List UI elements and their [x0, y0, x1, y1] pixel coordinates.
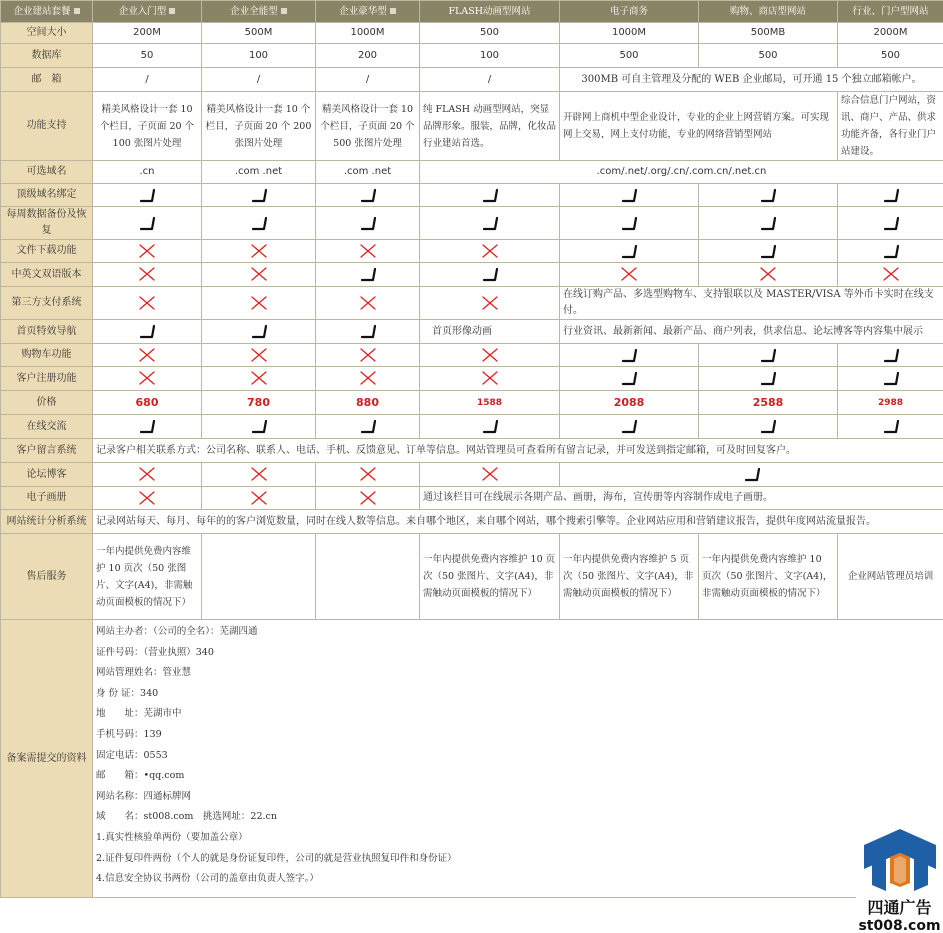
cell: 200M [93, 23, 202, 44]
row-service [1, 534, 943, 620]
row-label: 首页特效导航 [1, 320, 93, 344]
cross-icon [137, 490, 157, 506]
row-album [1, 487, 943, 510]
cross-icon [480, 295, 500, 311]
cell: 一年内提供免费内容维护 10 页次（50 张图片、文字(A4)，非需触动页面模板的情况下） [420, 534, 560, 620]
header-basic [93, 1, 202, 23]
header-label: 企业豪华型 [339, 5, 387, 17]
mark-cell [560, 263, 699, 287]
cross-icon [249, 347, 269, 363]
check-icon [619, 347, 639, 363]
cell: 500MB [699, 23, 838, 44]
check-icon [619, 370, 639, 386]
cross-icon [758, 266, 778, 282]
mark-cell [420, 287, 560, 320]
mark-cell [560, 207, 699, 240]
row-func [1, 92, 943, 161]
cross-icon [137, 243, 157, 259]
check-icon [619, 243, 639, 259]
mark-cell [420, 463, 560, 487]
header-label: 企业全能型 [230, 5, 278, 17]
mark-cell [316, 184, 420, 207]
mark-cell [202, 184, 316, 207]
cross-icon [881, 266, 901, 282]
cross-icon [137, 466, 157, 482]
mark-cell [560, 415, 699, 439]
row-label: 可选域名 [1, 161, 93, 184]
check-icon [480, 266, 500, 282]
row-bilingual [1, 263, 943, 287]
cell: / [93, 68, 202, 92]
mark-cell [93, 320, 202, 344]
header-flash: FLASH动画型网站 [420, 1, 560, 23]
check-icon [881, 243, 901, 259]
mark-cell [316, 287, 420, 320]
price-value: 680 [93, 391, 202, 415]
merged-cell: 开辟网上商机中型企业设计，专业的企业上网营销方案。可实现网上交易，网上支付功能，专业的网络营销型网站 [560, 92, 838, 161]
cell: 50 [93, 44, 202, 68]
mark-cell [316, 487, 420, 510]
cell: 500 [420, 23, 560, 44]
cross-icon [137, 295, 157, 311]
row-cart [1, 344, 943, 367]
mark-cell [316, 263, 420, 287]
cross-icon [358, 347, 378, 363]
mark-cell [202, 344, 316, 367]
cross-icon [358, 490, 378, 506]
check-icon [758, 418, 778, 434]
check-icon [881, 370, 901, 386]
header-label: 企业入门型 [118, 5, 167, 17]
mark-cell [560, 344, 699, 367]
mark-cell [699, 263, 838, 287]
cell: 2000M [838, 23, 943, 44]
reg-line: 手机号码：139 [96, 728, 162, 740]
row-label: 价格 [1, 391, 93, 415]
mark-cell [420, 240, 560, 263]
cell: 精美风格设计一套 10 个栏目，子页面 20 个 100 张图片处理 [93, 92, 202, 161]
check-icon [758, 187, 778, 203]
reg-line: 固定电话：0553 [96, 749, 168, 761]
mark-cell [93, 240, 202, 263]
row-label: 购物车功能 [1, 344, 93, 367]
merged-cell: 在线订购产品、多选型购物车、支持银联以及 MASTER/VISA 等外币卡实时在线支付。 [560, 287, 943, 320]
mark-cell [93, 207, 202, 240]
mark-cell [699, 207, 838, 240]
header-corner [1, 1, 93, 23]
price-value: 2588 [699, 391, 838, 415]
merged-cell: 记录客户相关联系方式：公司名称、联系人、电话、手机、反馈意见、订单等信息。网站管理员可查看所有留言记录，并可发送到指定邮箱，可及时回复客户。 [93, 439, 943, 463]
mark-cell [316, 367, 420, 391]
mark-cell [699, 240, 838, 263]
row-label: 空间大小 [1, 23, 93, 44]
brand-logo [856, 825, 943, 933]
check-icon [137, 323, 157, 339]
merged-cell: 通过该栏目可在线展示各期产品、画册，海布，宣传册等内容制作成电子画册。 [420, 487, 943, 510]
cell: 首页形像动画 [420, 320, 560, 344]
logo-url: st008.com [858, 918, 941, 933]
cell: 一年内提供免费内容维护 10 页次（50 张图片、文字(A4)，非需触动页面模板的情况下） [93, 534, 202, 620]
mark-cell [93, 415, 202, 439]
cell: 企业网站管理员培训 [838, 534, 943, 620]
mark-cell [420, 207, 560, 240]
check-icon [758, 370, 778, 386]
mark-cell [699, 367, 838, 391]
mark-cell [316, 320, 420, 344]
row-download [1, 240, 943, 263]
check-icon [358, 187, 378, 203]
reg-line: 域 名：st008.com 挑选网址：22.cn [96, 811, 277, 823]
row-backup [1, 207, 943, 240]
check-icon [758, 215, 778, 231]
header-label: 企业建站套餐 [13, 5, 71, 17]
check-icon [249, 215, 269, 231]
cell: 100 [420, 44, 560, 68]
mark-cell [93, 263, 202, 287]
header-luxury [316, 1, 420, 23]
mark-cell [316, 240, 420, 263]
cross-icon [358, 295, 378, 311]
row-msg [1, 439, 943, 463]
cross-icon [137, 370, 157, 386]
logo-mark-icon [856, 825, 943, 895]
price-value: 780 [202, 391, 316, 415]
mark-cell [420, 263, 560, 287]
row-price [1, 391, 943, 415]
cross-icon [480, 466, 500, 482]
price-value: 2088 [560, 391, 699, 415]
cross-icon [249, 266, 269, 282]
check-icon [137, 215, 157, 231]
check-icon [881, 347, 901, 363]
row-pay [1, 287, 943, 320]
cell: / [420, 68, 560, 92]
header-ecom: 电子商务 [560, 1, 699, 23]
header-portal: 行业、门户型网站 [838, 1, 943, 23]
mark-cell [560, 367, 699, 391]
check-icon [619, 187, 639, 203]
cross-icon [249, 466, 269, 482]
mark-cell [202, 415, 316, 439]
reg-line: 网站主办者：（公司的全名）：芜湖四通 [96, 626, 258, 637]
merged-cell: 300MB 可自主管理及分配的 WEB 企业邮局，可开通 15 个独立邮箱帐户。 [560, 68, 943, 92]
mark-cell [838, 415, 943, 439]
reg-line: 证件号码：（营业执照）340 [96, 646, 214, 658]
mark-cell [560, 463, 943, 487]
mark-cell [202, 287, 316, 320]
mark-cell [316, 344, 420, 367]
cell: 100 [202, 44, 316, 68]
cross-icon [249, 295, 269, 311]
mark-cell [93, 367, 202, 391]
cell: .cn [93, 161, 202, 184]
check-icon [480, 215, 500, 231]
cell: / [316, 68, 420, 92]
check-icon [137, 418, 157, 434]
check-icon [758, 243, 778, 259]
cross-icon [358, 466, 378, 482]
mark-cell [838, 344, 943, 367]
mark-cell [420, 415, 560, 439]
mark-cell [560, 184, 699, 207]
cross-icon [619, 266, 639, 282]
cross-icon [137, 347, 157, 363]
check-icon [619, 215, 639, 231]
cell: 1000M [560, 23, 699, 44]
merged-cell: 记录网站每天、每月、每年的的客户浏览数量，同时在线人数等信息。来自哪个地区，来自哪个网站，哪个搜索引擎等。企业网站应用和营销建议报告，提供年度网站流量报告。 [93, 510, 943, 534]
cross-icon [249, 243, 269, 259]
cross-icon [480, 347, 500, 363]
row-label: 中英文双语版本 [1, 263, 93, 287]
row-top [1, 184, 943, 207]
cell: .com .net [316, 161, 420, 184]
mark-cell [202, 240, 316, 263]
check-icon [137, 187, 157, 203]
cell: .com .net [202, 161, 316, 184]
price-value: 2988 [838, 391, 943, 415]
row-nav [1, 320, 943, 344]
header-row [1, 1, 943, 23]
cross-icon [480, 370, 500, 386]
mark-cell [838, 263, 943, 287]
cell: 500 [560, 44, 699, 68]
row-label: 数据库 [1, 44, 93, 68]
cell: 综合信息门户网站，资讯、商户、产品、供求功能齐备，各行业门户站建设。 [838, 92, 943, 161]
reg-line: 邮 箱：•qq.com [96, 770, 185, 782]
mark-cell [838, 367, 943, 391]
reg-line: 1.真实性核验单两份（要加盖公章） [96, 831, 248, 843]
row-label: 顶级域名绑定 [1, 184, 93, 207]
reg-line: 网站名称：四通标牌网 [96, 790, 192, 802]
mark-cell [93, 287, 202, 320]
check-icon [881, 418, 901, 434]
row-label: 每周数据备份及恢复 [1, 207, 93, 240]
reg-line: 4.信息安全协议书两份（公司的盖章由负责人签字。） [96, 873, 319, 885]
row-forum [1, 463, 943, 487]
square-icon [390, 8, 396, 14]
mark-cell [420, 184, 560, 207]
row-domain [1, 161, 943, 184]
cell: 500 [838, 44, 943, 68]
reg-line: 2.证件复印件两份（个人的就是身份证复印件，公司的就是营业执照复印件和身份证） [96, 852, 457, 864]
check-icon [358, 215, 378, 231]
row-label: 售后服务 [1, 534, 93, 620]
cell [316, 534, 420, 620]
check-icon [358, 323, 378, 339]
cell: 精美风格设计一套 10 个栏目，子页面 20 个 200 张图片处理 [202, 92, 316, 161]
row-label: 第三方支付系统 [1, 287, 93, 320]
mark-cell [202, 487, 316, 510]
check-icon [881, 187, 901, 203]
row-stats [1, 510, 943, 534]
row-label: 客户注册功能 [1, 367, 93, 391]
reg-line: 身 份 证：340 [96, 687, 159, 699]
row-label: 邮 箱 [1, 68, 93, 92]
cell: / [202, 68, 316, 92]
mark-cell [316, 463, 420, 487]
header-full [202, 1, 316, 23]
mark-cell [202, 367, 316, 391]
merged-cell: 行业资讯、最新新闻、最新产品、商户列表，供求信息、论坛博客等内容集中展示 [560, 320, 943, 344]
mark-cell [316, 207, 420, 240]
square-icon [169, 8, 175, 14]
check-icon [358, 418, 378, 434]
merged-cell: .com/.net/.org/.cn/.com.cn/.net.cn [420, 161, 943, 184]
reg-line: 地 址：芜湖市中 [96, 708, 182, 720]
mark-cell [202, 463, 316, 487]
row-reg [1, 620, 943, 898]
row-label: 论坛博客 [1, 463, 93, 487]
row-label: 电子画册 [1, 487, 93, 510]
logo-name: 四通广告 [867, 898, 932, 917]
cell: 纯 FLASH 动画型网站，突显品牌形象。服装，品牌，化妆品行业建站首选。 [420, 92, 560, 161]
row-space [1, 23, 943, 44]
cross-icon [249, 370, 269, 386]
cross-icon [358, 370, 378, 386]
mark-cell [699, 344, 838, 367]
mark-cell [316, 415, 420, 439]
check-icon [249, 418, 269, 434]
cell: 500M [202, 23, 316, 44]
row-label: 在线交流 [1, 415, 93, 439]
mark-cell [838, 207, 943, 240]
check-icon [480, 418, 500, 434]
check-icon [358, 266, 378, 282]
row-label: 文件下载功能 [1, 240, 93, 263]
cell: 1000M [316, 23, 420, 44]
row-label: 客户留言系统 [1, 439, 93, 463]
header-shop: 购物、商店型网站 [699, 1, 838, 23]
mark-cell [560, 240, 699, 263]
check-icon [480, 187, 500, 203]
reg-line: 网站管理姓名：管业慧 [96, 667, 192, 679]
cross-icon [137, 266, 157, 282]
row-mail [1, 68, 943, 92]
mark-cell [838, 184, 943, 207]
mark-cell [93, 344, 202, 367]
square-icon [281, 8, 287, 14]
mark-cell [202, 263, 316, 287]
mark-cell [93, 184, 202, 207]
check-icon [249, 187, 269, 203]
row-member [1, 367, 943, 391]
cell: 精美风格设计一套 10 个栏目，子页面 20 个 500 张图片处理 [316, 92, 420, 161]
row-label: 网站统计分析系统 [1, 510, 93, 534]
square-icon [74, 8, 80, 14]
check-icon [758, 347, 778, 363]
check-icon [881, 215, 901, 231]
cross-icon [249, 490, 269, 506]
price-value: 880 [316, 391, 420, 415]
mark-cell [699, 184, 838, 207]
cell: 一年内提供免费内容维护 10 页次（50 张图片、文字(A4)，非需触动页面模板的情况下） [699, 534, 838, 620]
row-label: 备案需提交的资料 [1, 620, 93, 898]
mark-cell [93, 487, 202, 510]
mark-cell [420, 344, 560, 367]
mark-cell [420, 367, 560, 391]
cell [202, 534, 316, 620]
mark-cell [202, 320, 316, 344]
check-icon [619, 418, 639, 434]
price-value: 1588 [420, 391, 560, 415]
cross-icon [480, 243, 500, 259]
row-chat [1, 415, 943, 439]
check-icon [249, 323, 269, 339]
registration-info [93, 620, 943, 898]
mark-cell [93, 463, 202, 487]
check-icon [742, 466, 762, 482]
row-label: 功能支持 [1, 92, 93, 161]
cross-icon [358, 243, 378, 259]
mark-cell [838, 240, 943, 263]
cell: 200 [316, 44, 420, 68]
mark-cell [699, 415, 838, 439]
cell: 一年内提供免费内容维护 5 页次（50 张图片、文字(A4)，非需触动页面模板的情况下） [560, 534, 699, 620]
mark-cell [202, 207, 316, 240]
cell: 500 [699, 44, 838, 68]
row-db [1, 44, 943, 68]
